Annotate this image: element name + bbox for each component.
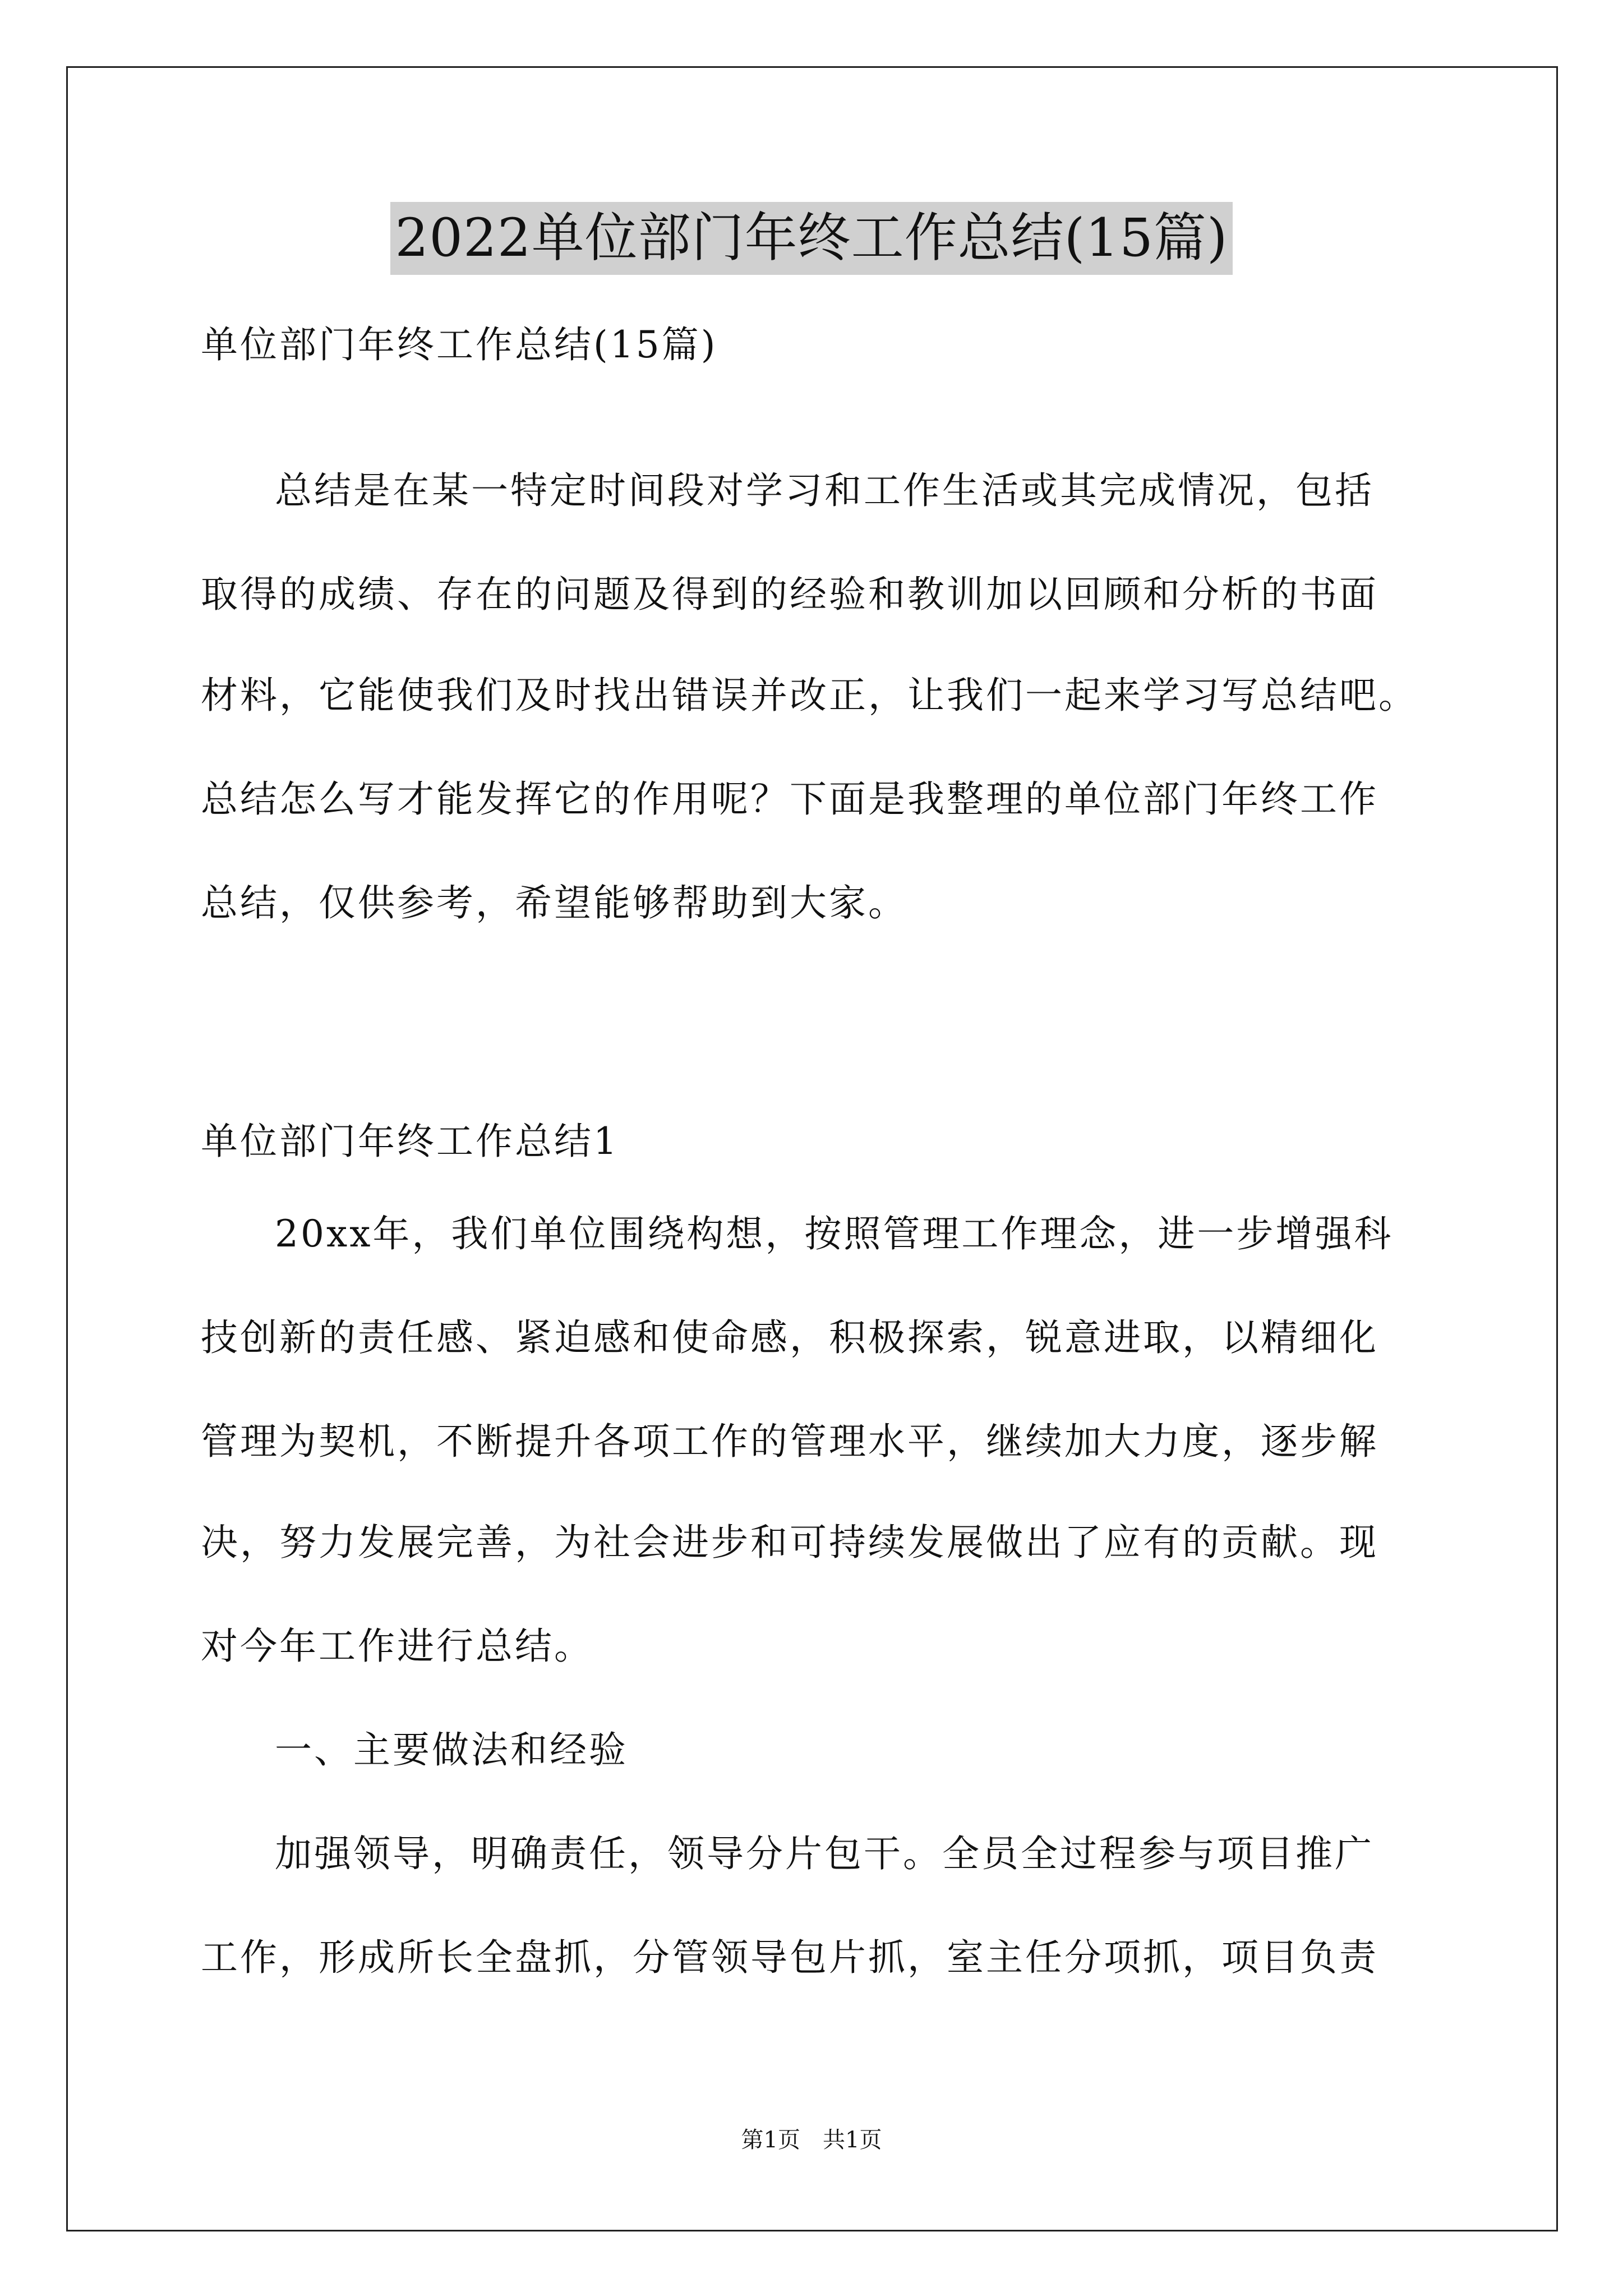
paragraph-line: 决，努力发展完善，为社会进步和可持续发展做出了应有的贡献。现	[201, 1521, 1378, 1564]
title-container	[0, 202, 1623, 275]
paragraph-line: 20xx年，我们单位围绕构想，按照管理工作理念，进一步增强科	[275, 1212, 1394, 1255]
intro-line: 总结是在某一特定时间段对学习和工作生活或其完成情况，包括	[275, 469, 1374, 512]
intro-line: 总结怎么写才能发挥它的作用呢？下面是我整理的单位部门年终工作	[201, 777, 1378, 821]
intro-line: 总结，仅供参考，希望能够帮助到大家。	[201, 881, 907, 924]
paragraph-line: 技创新的责任感、紧迫感和使命感，积极探索，锐意进取，以精细化	[201, 1316, 1378, 1359]
document-title: 2022单位部门年终工作总结(15篇)	[390, 202, 1232, 275]
intro-line: 取得的成绩、存在的问题及得到的经验和教训加以回顾和分析的书面	[201, 573, 1378, 616]
paragraph-line: 加强领导，明确责任，领导分片包干。全员全过程参与项目推广	[275, 1832, 1374, 1875]
section-heading: 单位部门年终工作总结1	[201, 1120, 619, 1163]
document-subtitle: 单位部门年终工作总结(15篇)	[201, 323, 718, 366]
subheading: 一、主要做法和经验	[275, 1728, 628, 1772]
intro-line: 材料，它能使我们及时找出错误并改正，让我们一起来学习写总结吧。	[201, 674, 1418, 717]
paragraph-line: 对今年工作进行总结。	[201, 1625, 593, 1668]
page-footer: 第1页 共1页	[741, 2127, 882, 2153]
paragraph-line: 管理为契机，不断提升各项工作的管理水平，继续加大力度，逐步解	[201, 1420, 1378, 1463]
paragraph-line: 工作，形成所长全盘抓，分管领导包片抓，室主任分项抓，项目负责	[201, 1936, 1378, 1979]
